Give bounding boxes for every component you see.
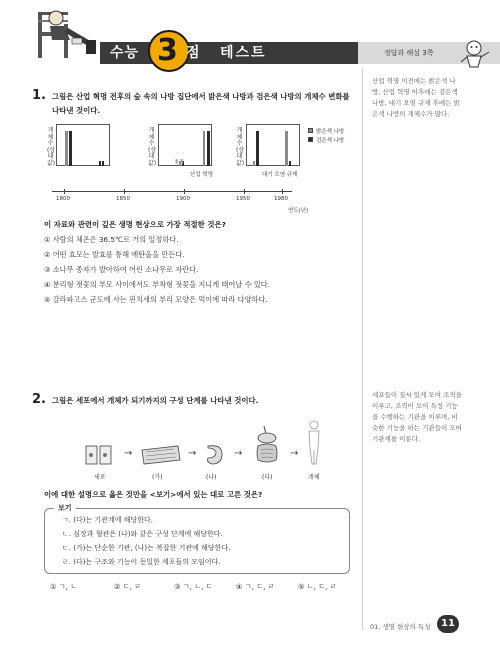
q2-answer-3[interactable]: ③ ㄱ, ㄴ, ㄷ — [174, 582, 213, 591]
factory-smoke-2: ▮ ▮ — [175, 158, 184, 165]
bar-light-1900b — [203, 131, 205, 166]
label-individual: 개체 — [308, 474, 320, 481]
x-axis-title: 연도(년) — [288, 208, 309, 214]
figure-cell — [84, 444, 114, 468]
q1-choice-5[interactable]: ⑤ 갈라파고스 군도에 사는 핀치새의 부리 모양은 먹이에 따라 다양하다. — [44, 295, 268, 304]
q1-choice-3[interactable]: ③ 소나무 종자가 발아하여 어린 소나무로 자란다. — [44, 265, 199, 274]
bogi-item-3: ㄷ. (가)는 단순한 기관, (나)는 복잡한 기관에 해당한다. — [62, 544, 231, 552]
label-na: (나) — [206, 474, 217, 481]
year-timeline — [52, 191, 292, 192]
kid-illustration — [458, 38, 492, 68]
q1-choice-2[interactable]: ② 어떤 효모는 발효를 통해 에탄올을 만든다. — [44, 250, 185, 259]
bogi-tag: 보기 — [54, 503, 76, 513]
bar-dark-1800 — [69, 131, 72, 166]
graph3-ylabel: 개체수(상대값) — [236, 127, 245, 167]
label-da: (다) — [262, 474, 273, 481]
question-1-stem-line1: 그림은 산업 혁명 전후의 숲 속의 나방 집단에서 밝은색 나방과 검은색 나방의 개체수 변화를 — [52, 92, 350, 101]
legend-light-swatch — [308, 128, 313, 133]
factory-smoke: ◦ ◦ — [176, 150, 185, 157]
arrow-3: → — [234, 448, 243, 459]
year-1980: 1980 — [274, 196, 288, 202]
tick-1950 — [244, 189, 245, 194]
q1-choice-1[interactable]: ① 사람의 체온은 36.5℃로 거의 일정하다. — [44, 235, 179, 244]
q2-answer-1[interactable]: ① ㄱ, ㄴ — [50, 582, 78, 591]
hint-note-2: 세포들이 질서 있게 모여 조직을 이루고, 조직이 모여 특정 기능을 수행하는 기관을 이루며, 비슷한 기능을 하는 기관들이 모여 기관계를 이룬다. — [372, 391, 462, 443]
question-2-number: 2. — [32, 392, 46, 407]
legend-dark-swatch — [308, 137, 313, 142]
graph-1950 — [246, 124, 300, 166]
answer-reference: 정답과 해설 3쪽 — [384, 49, 434, 57]
q2-answer-4[interactable]: ④ ㄱ, ㄷ, ㄹ — [236, 582, 275, 591]
year-1850: 1850 — [116, 196, 130, 202]
three-point-number: 3 — [157, 33, 178, 68]
event-pollution-regulation: 대기 오염 규제 — [262, 172, 298, 178]
side-column — [364, 68, 484, 630]
bogi-item-4: ㄹ. (다)는 구조와 기능이 동일한 세포들의 모임이다. — [62, 558, 221, 566]
legend-light-label: 밝은색 나방 — [316, 129, 345, 135]
event-industrial-revolution: 산업 혁명 — [190, 172, 214, 178]
section-title-jeom: 점 — [186, 45, 200, 61]
bar-dark-1900b — [207, 131, 210, 166]
q2-answer-2[interactable]: ② ㄷ, ㄹ — [114, 582, 142, 591]
year-1800: 1800 — [56, 196, 70, 202]
bar-light-1950 — [253, 161, 255, 166]
graph-1900 — [158, 124, 212, 166]
section-title-left: 수능 — [110, 45, 140, 61]
bar-dark-1850b — [102, 161, 104, 166]
arrow-1: → — [124, 448, 133, 459]
question-2-prompt: 이에 대한 설명으로 옳은 것만을 <보기>에서 있는 대로 고른 것은? — [44, 490, 263, 499]
tick-1800 — [64, 189, 65, 194]
chapter-footer: 01. 생명 현상의 특성 — [370, 623, 431, 631]
section-title-right: 테스트 — [220, 45, 267, 61]
figure-na-organ — [202, 442, 228, 468]
q1-choice-4[interactable]: ④ 분리형 젓꽃의 부모 사이에서도 부착형 젓꽃을 지니게 태어날 수 있다. — [44, 280, 270, 289]
figure-da-organ-system — [252, 424, 282, 466]
year-1900: 1900 — [176, 196, 190, 202]
figure-ga-tissue — [138, 442, 182, 468]
bar-light-1800 — [65, 131, 68, 166]
question-2-stem: 그림은 세포에서 개체가 되기까지의 구성 단계를 나타낸 것이다. — [52, 396, 259, 405]
question-1-number: 1. — [32, 88, 46, 103]
tick-1980 — [282, 189, 283, 194]
graph-1800 — [56, 124, 110, 166]
graph2-ylabel: 개체수(상대값) — [148, 127, 157, 167]
figure-individual — [306, 420, 322, 466]
page-number: 11 — [437, 615, 459, 633]
year-1950: 1950 — [236, 196, 250, 202]
bogi-item-2: ㄴ. 심장과 혈관은 (나)와 같은 구성 단계에 해당한다. — [62, 530, 223, 538]
tick-1850 — [124, 189, 125, 194]
bar-dark-1850 — [99, 161, 101, 166]
label-ga: (가) — [152, 474, 163, 481]
q2-answer-5[interactable]: ⑤ ㄴ, ㄷ, ㄹ — [298, 582, 337, 591]
question-1-prompt: 이 자료와 관련이 깊은 생명 현상으로 가장 적절한 것은? — [44, 220, 226, 229]
student-chair-illustration — [30, 2, 104, 62]
bar-dark-1980 — [289, 161, 291, 166]
label-cell: 세포 — [94, 474, 106, 481]
arrow-2: → — [188, 448, 197, 459]
bar-dark-1950 — [256, 131, 259, 166]
bar-light-1980 — [285, 131, 288, 166]
question-1-stem-line2: 나타낸 것이다. — [52, 106, 101, 115]
bogi-item-1: ㄱ. (다)는 기관계에 해당한다. — [62, 516, 153, 524]
arrow-4: → — [290, 448, 299, 459]
graph1-ylabel: 개체수(상대값) — [47, 127, 56, 167]
legend-dark-label: 검은색 나방 — [316, 138, 345, 144]
hint-note-1: 산업 혁명 이전에는 밝은색 나방, 산업 혁명 이후에는 검은색 나방, 대기 오염 규제 후에는 밝은색 나방의 개체수가 많다. — [372, 77, 460, 118]
tick-1900 — [184, 189, 185, 194]
